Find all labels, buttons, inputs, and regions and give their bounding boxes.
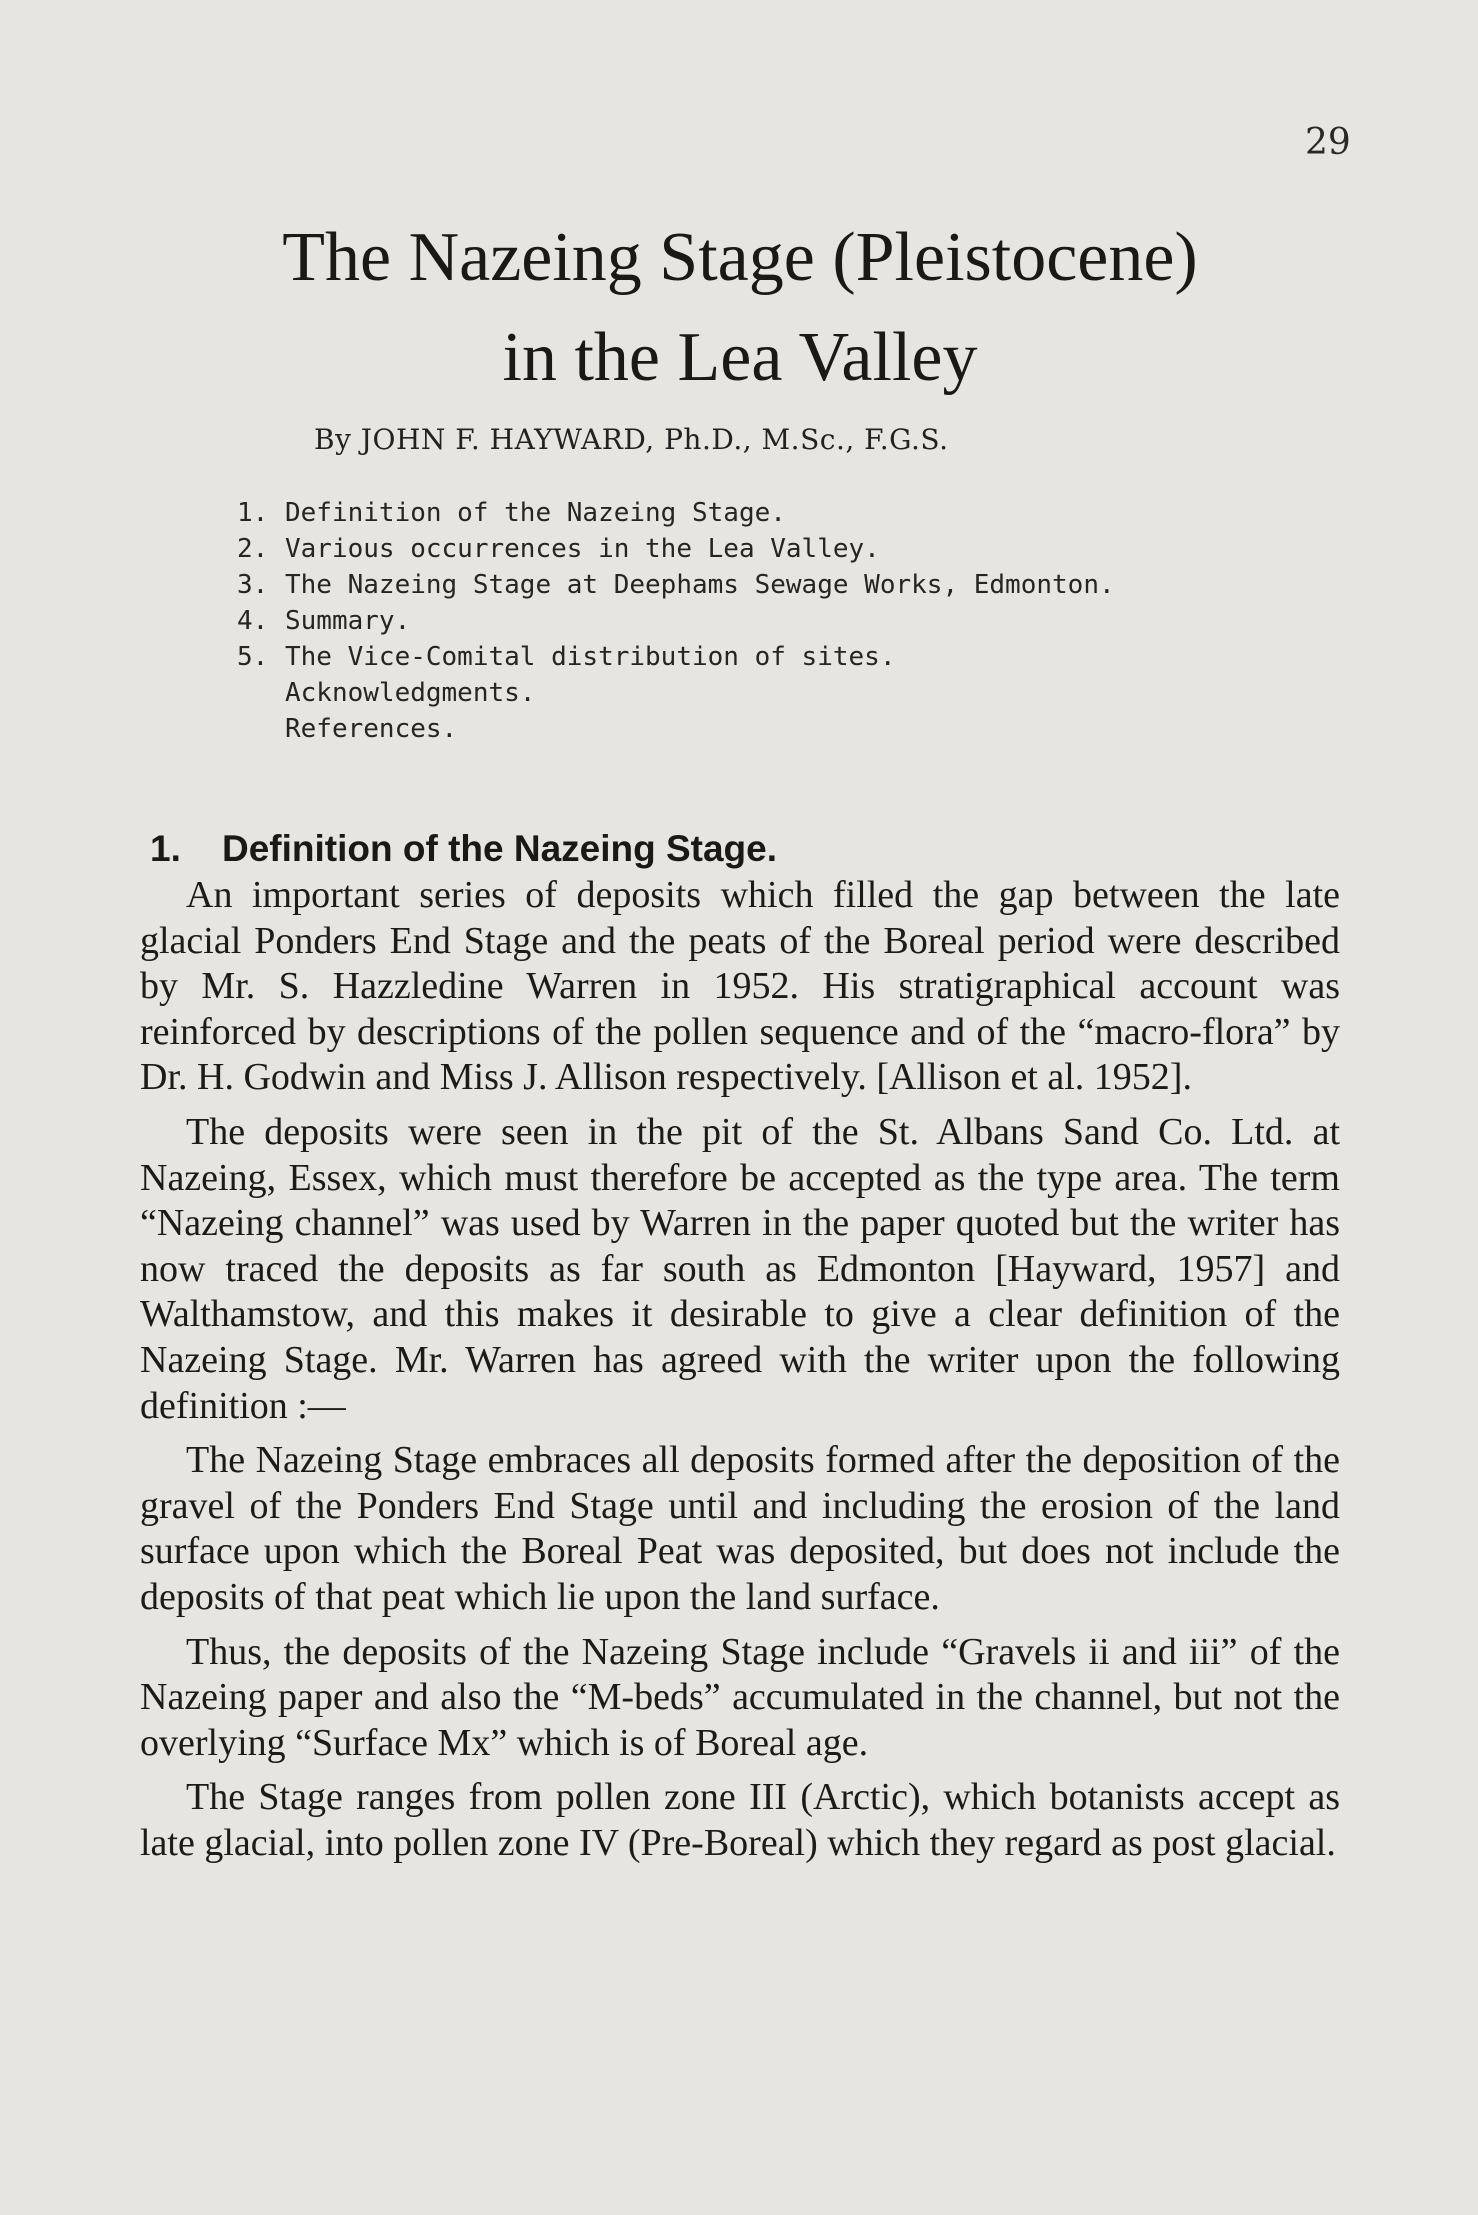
- author-byline: By JOHN F. HAYWARD, Ph.D., M.Sc., F.G.S.: [314, 423, 949, 456]
- contents-item: [237, 567, 1115, 603]
- body-paragraph: The Stage ranges from pollen zone III (Arctic), which botanists accept as late glacial, into pollen zone IV (Pre-Boreal) which they regard as post glacial.: [140, 1776, 1340, 1864]
- article-title-line-1: The Nazeing Stage (Pleistocene): [282, 219, 1198, 296]
- table-of-contents: [237, 495, 1115, 747]
- contents-item-text: The Nazeing Stage at Deephams Sewage Works, Edmonton.: [285, 570, 1115, 600]
- contents-item-number: 3.: [237, 570, 269, 600]
- section-heading: [150, 828, 777, 870]
- body-paragraph: The Nazeing Stage embraces all deposits formed after the deposition of the gravel of the Ponders End Stage until and including the erosion of the land surface upon which the Boreal Peat was deposited, but does not include the deposits of that peat which lie upon the land surface.: [140, 1439, 1340, 1618]
- contents-item: [237, 639, 1115, 675]
- contents-item: [237, 531, 1115, 567]
- contents-item-number: 5.: [237, 642, 269, 672]
- section-heading-text: Definition of the Nazeing Stage.: [222, 828, 778, 869]
- contents-item-text: References.: [285, 714, 458, 744]
- contents-item-text: Definition of the Nazeing Stage.: [285, 498, 786, 528]
- contents-item-number: 1.: [237, 498, 269, 528]
- contents-item: [237, 495, 1115, 531]
- contents-item-text: The Vice-Comital distribution of sites.: [285, 642, 896, 672]
- article-title-line-2: in the Lea Valley: [502, 319, 978, 396]
- body-paragraph: An important series of deposits which filled the gap between the late glacial Ponders End Stage and the peats of the Boreal period were described by Mr. S. Hazzledine Warren in 1952. His stratigraphical account was reinforced by descriptions of the pollen sequence and of the “macro-flora” by Dr. H. Godwin and Miss J. Allison respectively. [Allison et al. 1952].: [140, 874, 1340, 1099]
- contents-item-text: Various occurrences in the Lea Valley.: [285, 534, 880, 564]
- contents-item: [237, 675, 1115, 711]
- contents-item-text: Acknowledgments.: [285, 678, 536, 708]
- page-number: 29: [1305, 122, 1351, 163]
- contents-item: [237, 603, 1115, 639]
- body-paragraph: The deposits were seen in the pit of the St. Albans Sand Co. Ltd. at Nazeing, Essex, which must therefore be accepted as the type area. The term “Nazeing channel” was used by Warren in the paper quoted but the writer has now traced the deposits as far south as Edmonton [Hayward, 1957] and Walthamstow, and this makes it desirable to give a clear definition of the Nazeing Stage. Mr. Warren has agreed with the writer upon the following definition :—: [140, 1110, 1340, 1427]
- section-number: 1.: [150, 828, 181, 869]
- body-paragraph: Thus, the deposits of the Nazeing Stage include “Gravels ii and iii” of the Nazeing paper and also the “M-beds” accumulated in the channel, but not the overlying “Surface Mx” which is of Boreal age.: [140, 1630, 1340, 1764]
- article-body: [140, 873, 1340, 1866]
- contents-item-number: 4.: [237, 606, 269, 636]
- contents-item-number: 2.: [237, 534, 269, 564]
- contents-item: [237, 711, 1115, 747]
- contents-item-text: Summary.: [285, 606, 411, 636]
